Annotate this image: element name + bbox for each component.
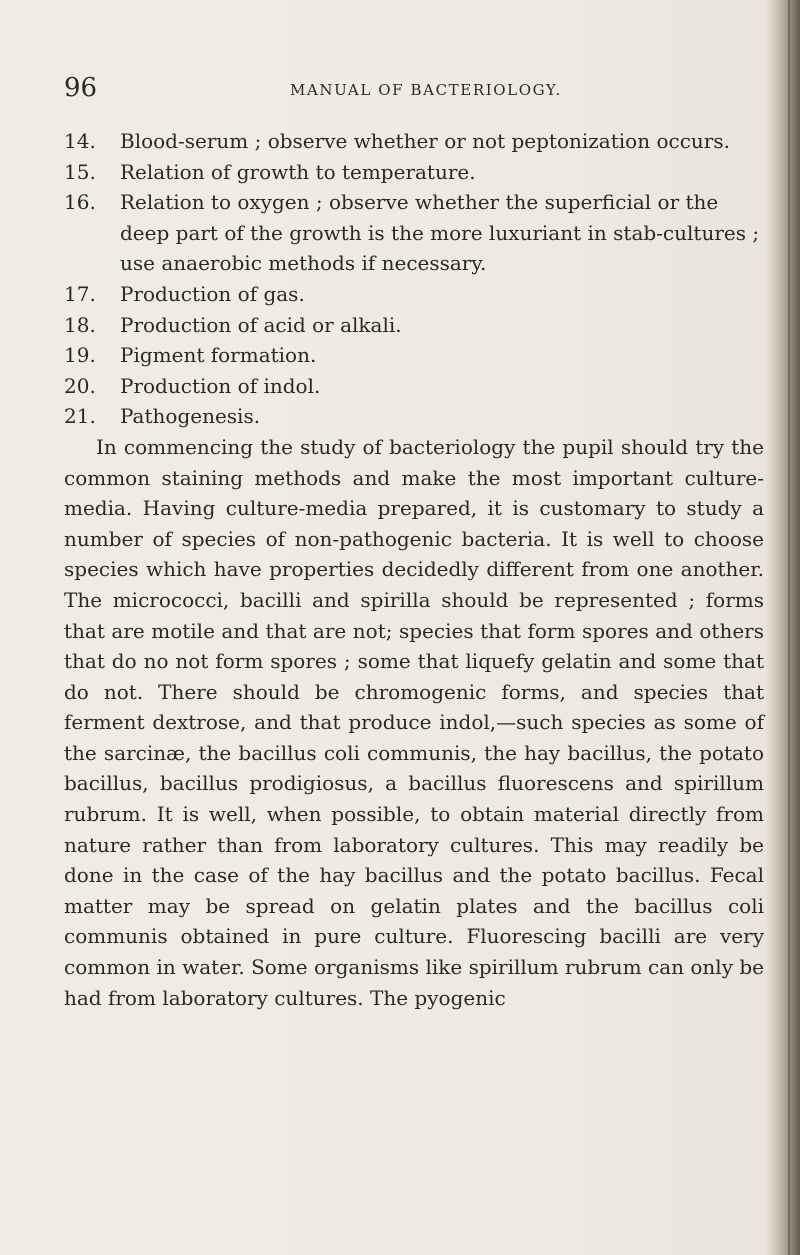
list-item — [64, 401, 764, 432]
list-item-text: Production of acid or alkali. — [120, 312, 402, 337]
list-item-text: Production of gas. — [120, 281, 305, 306]
list-item-text: Production of indol. — [120, 373, 321, 398]
body-text — [64, 126, 764, 1013]
list-item-text: Relation of growth to temperature. — [120, 159, 476, 184]
list-item — [64, 126, 764, 157]
list-item — [64, 310, 764, 341]
list-item — [64, 157, 764, 188]
page-edge-line — [788, 0, 790, 1255]
list-item-number: 18. — [64, 312, 96, 337]
list-item-text: Pigment formation. — [120, 343, 317, 368]
list-item — [64, 279, 764, 310]
book-spine-shadow — [766, 0, 800, 1255]
list-item — [64, 187, 764, 279]
list-item — [64, 340, 764, 371]
list-item-number: 16. — [64, 190, 96, 215]
running-title: MANUAL OF BACTERIOLOGY. — [290, 81, 562, 99]
list-item-text: Pathogenesis. — [120, 404, 261, 429]
list-item-text: Blood-serum ; observe whether or not peptonization occurs. — [120, 129, 730, 153]
list-item-number: 14. — [64, 129, 96, 153]
list-item-number: 17. — [64, 281, 96, 306]
list-item-number: 19. — [64, 343, 96, 368]
list-item-number: 20. — [64, 373, 96, 398]
list-item-number: 21. — [64, 404, 96, 429]
list-item — [64, 371, 764, 402]
list-item-text: Relation to oxygen ; observe whether the superficial or the deep part of the growth is the more luxuriant in stab-cultures ; use anaerobic methods if necessary. — [120, 190, 760, 276]
page-header — [64, 70, 744, 110]
page-number: 96 — [64, 73, 98, 103]
list-item-number: 15. — [64, 159, 96, 184]
body-paragraph: In commencing the study of bacteriology the pupil should try the common staining methods and make the most important culture-media. Having culture-media prepared, it is customary to study a number of species of non-pathogenic bacteria. It is well to choose species which have properties decidedly different from one another. The micrococci, bacilli and spirilla should be represented ; forms that are motile and that are not; species that form spores and others that do no not form spores ; some that liquefy gelatin and some that do not. There should be chromogenic forms, and species that ferment dextrose, and that produce indol,—such species as some of the sarcinæ, the bacillus coli communis, the hay bacillus, the potato bacillus, bacillus prodigiosus, a bacillus fluorescens and spirillum rubrum. It is well, when possible, to obtain material directly from nature rather than from laboratory cultures. This may readily be done in the case of the hay bacillus and the potato bacillus. Fecal matter may be spread on gelatin plates and the bacillus coli communis obtained in pure culture. Fluorescing bacilli are very common in water. Some organisms like spirillum rubrum can only be had from laboratory cultures. The pyogenic — [64, 434, 764, 1010]
